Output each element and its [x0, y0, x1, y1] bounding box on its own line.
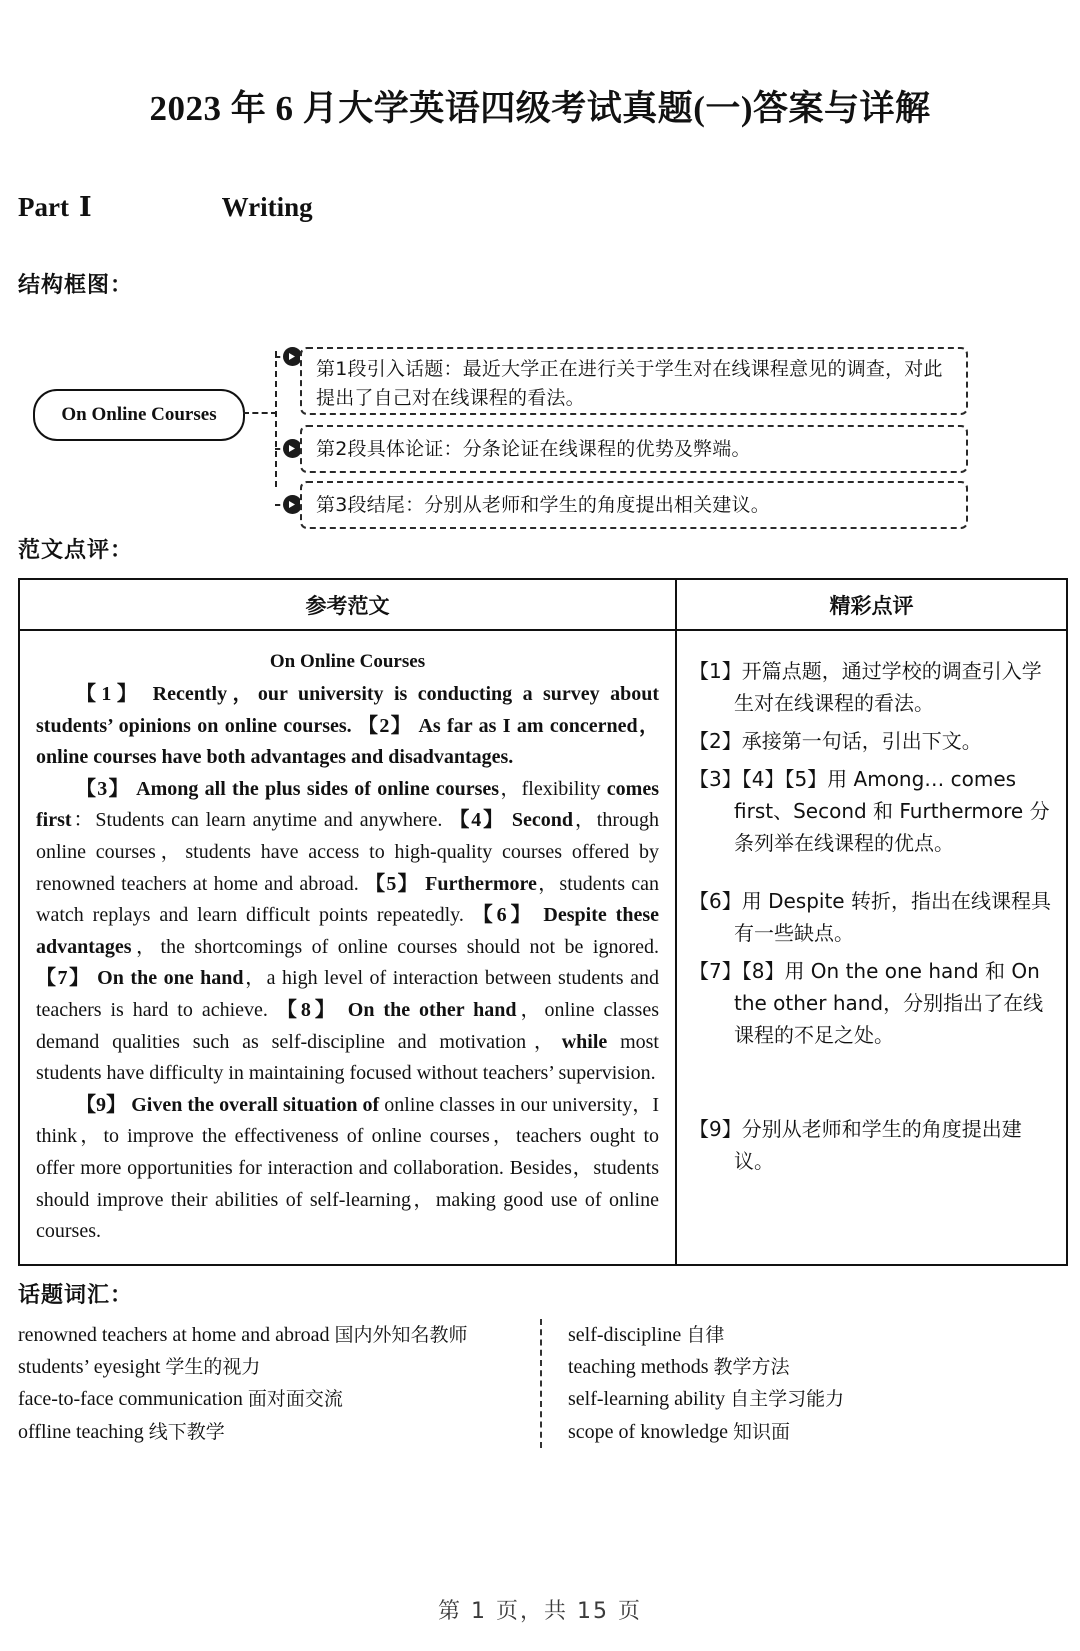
table-header-row [19, 579, 1067, 630]
vocab-en: offline teaching [18, 1420, 144, 1443]
diagram-vertical-connector [275, 351, 277, 487]
diagram-stub-line [243, 412, 277, 414]
commentary-cell [676, 630, 1067, 1265]
review-section-label: 范文点评： [18, 538, 134, 563]
diagram-root-node: On Online Courses [33, 389, 245, 441]
commentary-item-6: 【6】用 Despite 转折，指出在线课程具有一些缺点。 [689, 889, 1051, 945]
vocab-en: self-learning ability [568, 1388, 726, 1411]
vocab-en: renowned teachers at home and abroad [18, 1323, 330, 1346]
vocabulary-item [18, 1319, 518, 1351]
essay-paragraph-1: 【1】 Recently，our university is conducting a survey about students’ opinions on online courses. 【2】 As far as I am concerned，online courses have both advantages and disadvantages. [36, 683, 659, 769]
vocab-en: face-to-face communication [18, 1388, 243, 1411]
vocabulary-section-label: 话题词汇： [18, 1282, 134, 1308]
vocabulary-item [568, 1416, 1062, 1448]
vocab-en: students’ eyesight [18, 1356, 161, 1379]
vocabulary-item [18, 1351, 518, 1383]
vocab-zh: 自律 [686, 1323, 725, 1346]
commentary-item-3: 【3】【4】【5】用 Among… comes first、Second 和 Furthermore 分条列举在线课程的优点。 [689, 767, 1050, 855]
vocab-zh: 面对面交流 [247, 1388, 343, 1411]
vocab-zh: 自主学习能力 [730, 1388, 845, 1411]
essay-paragraph-2: 【3】 Among all the plus sides of online courses，flexibility comes first：Students can learn anytime and anywhere. 【4】 Second，through online courses，students have access to high-quality courses offered by renowned teachers at home and abroad. 【5】 Furthermore，students can watch replays and learn difficult points repeatedly. 【6】 Despite these advantages，the shortcomings of online courses should not be ignored. 【7】 On the one hand，a high level of interaction between students and teachers is hard to achieve. 【8】 On the other hand，online classes demand qualities such as self-discipline and motivation，while most students have difficulty in maintaining focused without teachers’ supervision. [36, 777, 660, 1085]
table-body-row [19, 630, 1067, 1265]
vocab-en: self-discipline [568, 1323, 682, 1346]
structure-section-label: 结构框图： [18, 273, 134, 298]
part-number: Ⅰ [78, 192, 92, 222]
vocabulary-column-right [540, 1319, 1062, 1449]
vocab-zh: 知识面 [732, 1420, 790, 1443]
part-header [18, 192, 1080, 223]
commentary-item-2: 【2】承接第一句话，引出下文。 [689, 729, 982, 753]
vocab-en: teaching methods [568, 1356, 709, 1379]
column-header-essay: 参考范文 [19, 579, 676, 630]
vocab-zh: 线下教学 [148, 1420, 225, 1443]
vocabulary-item [568, 1319, 1062, 1351]
vocabulary-item [18, 1383, 518, 1415]
commentary-item-1: 【1】开篇点题，通过学校的调查引入学生对在线课程的看法。 [689, 659, 1042, 715]
vocabulary-item [568, 1383, 1062, 1415]
essay-commentary-table [18, 578, 1068, 1266]
part-title: Writing [221, 192, 313, 222]
diagram-branch-box-2: 第2段具体论证：分条论证在线课程的优势及弊端。 [300, 425, 968, 473]
diagram-branch-box-1: 第1段引入话题：最近大学正在进行关于学生对在线课程意见的调查，对此提出了自己对在线课程的看法。 [300, 347, 968, 415]
page-title: 2023 年 6 月大学英语四级考试真题(一)答案与详解 [149, 89, 931, 128]
structure-diagram [0, 315, 1080, 515]
vocab-zh: 学生的视力 [165, 1356, 261, 1379]
vocabulary-item [568, 1351, 1062, 1383]
vocabulary-list [18, 1319, 1062, 1449]
essay-cell [19, 630, 676, 1265]
diagram-branch-box-3: 第3段结尾：分别从老师和学生的角度提出相关建议。 [300, 481, 968, 529]
vocabulary-column-left [18, 1319, 540, 1449]
essay-paragraph-3: 【9】 Given the overall situation of online classes in our university，I think，to improve the effectiveness of online courses，teachers ought to offer more opportunities for interaction and collaboration. Besides，students should improve their abilities of self-learning，making good use of online courses. [36, 1093, 659, 1243]
essay-heading: On Online Courses [269, 651, 426, 672]
part-label: Part [18, 192, 69, 222]
vocabulary-item [18, 1416, 518, 1448]
vocab-zh: 教学方法 [713, 1356, 790, 1379]
column-header-commentary: 精彩点评 [676, 579, 1067, 630]
commentary-item-7: 【7】【8】用 On the one hand 和 On the other hand，分别指出了在线课程的不足之处。 [689, 959, 1044, 1047]
vocab-zh: 国内外知名教师 [334, 1323, 468, 1346]
commentary-item-9: 【9】分别从老师和学生的角度提出建议。 [689, 1117, 1022, 1173]
vocab-en: scope of knowledge [568, 1420, 728, 1443]
page-footer: 第 1 页，共 15 页 [438, 1599, 642, 1624]
